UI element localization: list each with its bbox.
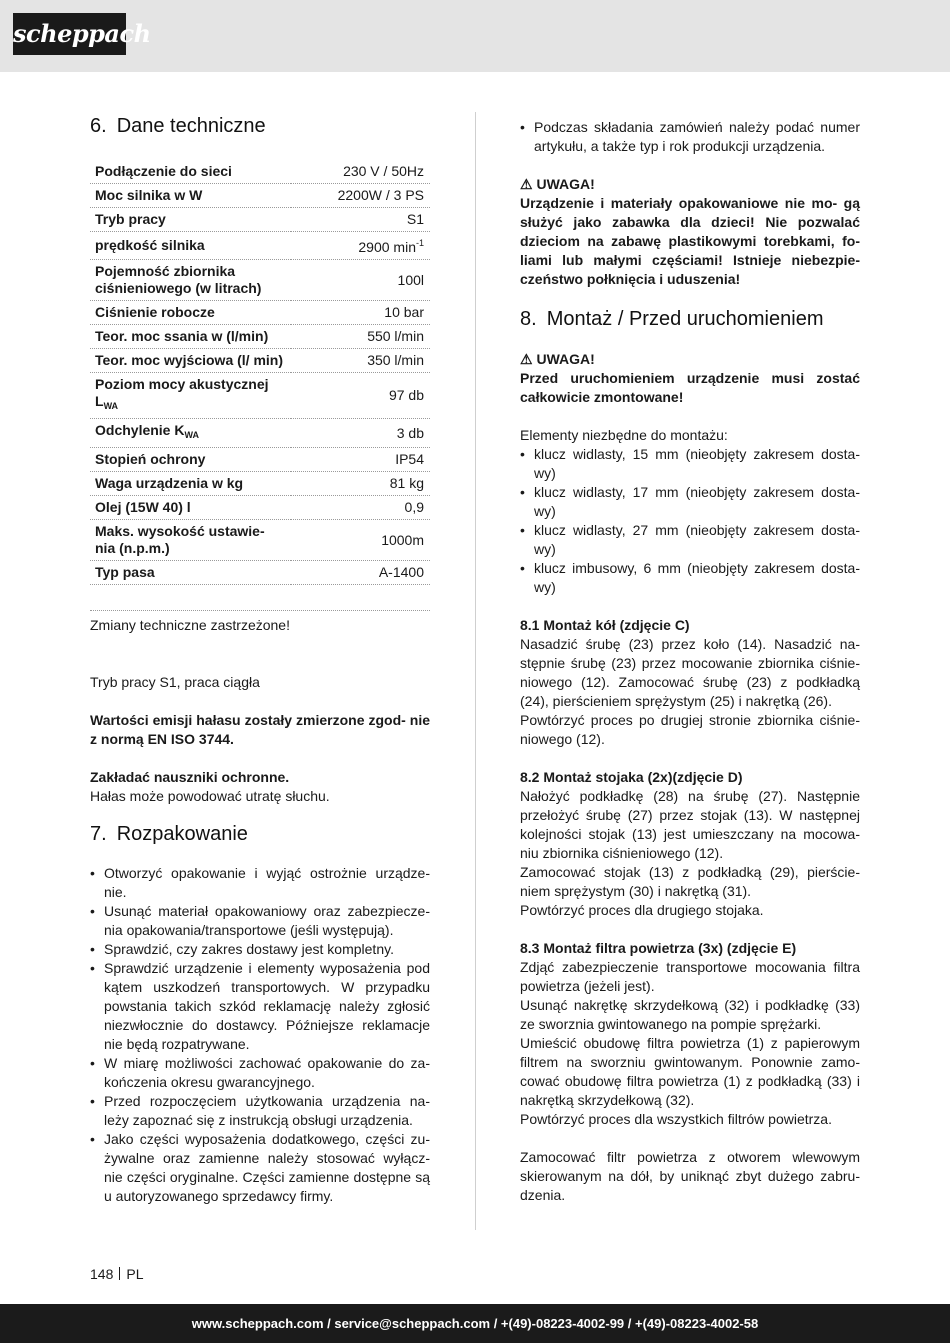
section8-heading <box>520 305 860 333</box>
page-number-value: 148 <box>90 1266 114 1282</box>
spec-value: 1000m <box>291 520 430 561</box>
spec-label: Olej (15W 40) l <box>90 496 291 520</box>
s81-text: Nasadzić śrubę (23) przez koło (14). Nasadzić na- stępnie śrubę (23) przez mocowanie zbiornika ciśnie- niowego (12). Zamocować śrubę (23) z podkładką (24), pierścieniem sprężystym (25) i nakrętką (26). <box>520 636 860 709</box>
spec-label: Ciśnienie robocze <box>90 301 291 325</box>
page-number <box>90 1266 143 1282</box>
section7-title: Rozpakowanie <box>116 823 248 845</box>
spec-label: Stopień ochrony <box>90 448 291 472</box>
table-row <box>90 160 430 184</box>
warning-1-text: Urządzenie i materiały opakowaniowe nie mo- gą służyć jako zabawka dla dzieci! Nie pozwalać dzieciom na zabawę plastikowymi torebkami, fo- liami lub małymi częściami! Istnieje niebezpie- czeństwo połknięcia i uduszenia! <box>520 195 860 287</box>
table-row <box>90 260 430 301</box>
spec-value: IP54 <box>291 448 430 472</box>
table-row <box>90 184 430 208</box>
list-item: • klucz widlasty, 17 mm (nieobjęty zakresem dosta- wy) <box>520 483 860 521</box>
spec-value: 230 V / 50Hz <box>291 160 430 184</box>
s82-text3: Powtórzyć proces dla drugiego stojaka. <box>520 902 764 918</box>
s83-title: 8.3 Montaż filtra powietrza (3x) (zdjęcie E) <box>520 940 797 956</box>
list-item: • Przed rozpoczęciem użytkowania urządzenia na- leży zapoznać się z instrukcją obsługi urządzenia. <box>90 1092 430 1130</box>
s82-text: Nałożyć podkładkę (28) na śrubę (27). Następnie przełożyć śrubę (27) przez stojak (13). W następnej kolejności stojak (13) jest umieszczany na mocowa- niu zbiornika ciśnieniowego (12). <box>520 788 860 861</box>
footer-bar <box>0 1304 950 1343</box>
section8-title: Montaż / Przed uruchomieniem <box>546 308 824 330</box>
spec-value: 100l <box>291 260 430 301</box>
spec-label: Pojemność zbiornika ciśnieniowego (w litrach) <box>90 260 291 301</box>
list-item: • Otworzyć opakowanie i wyjąć ostrożnie urządze- nie. <box>90 864 430 902</box>
table-row <box>90 496 430 520</box>
list-item: • klucz widlasty, 27 mm (nieobjęty zakresem dosta- wy) <box>520 521 860 559</box>
unpacking-list <box>90 864 430 1206</box>
warning-triangle-icon: ⚠ <box>520 351 533 367</box>
section6-heading <box>90 112 430 140</box>
warning-triangle-icon: ⚠ <box>520 176 533 192</box>
spec-label: Tryb pracy <box>90 208 291 232</box>
tech-data-table <box>90 160 430 585</box>
list-item: • klucz imbusowy, 6 mm (nieobjęty zakresem dosta- wy) <box>520 559 860 597</box>
order-info-list <box>520 118 860 156</box>
section6-number: 6. <box>90 115 107 137</box>
brand-logo: scheppach <box>13 13 126 55</box>
spec-label: prędkość silnika <box>90 232 291 260</box>
section6-title: Dane techniczne <box>116 115 266 137</box>
subscript: WA <box>184 430 199 440</box>
header-bar <box>0 0 950 72</box>
s81-title: 8.1 Montaż kół (zdjęcie C) <box>520 617 690 633</box>
s83-text4: Powtórzyć proces dla wszystkich filtrów powietrza. <box>520 1111 832 1127</box>
s83-text5: Zamocować filtr powietrza z otworem wlewowym skierowanym na dół, by uniknąć zbyt dużego zabru- dzenia. <box>520 1149 860 1203</box>
spec-value: 10 bar <box>291 301 430 325</box>
footer-contact: www.scheppach.com / service@scheppach.com / +(49)-08223-4002-99 / +(49)-08223-4002-58 <box>191 1316 759 1331</box>
note-emission: Wartości emisji hałasu zostały zmierzone zgod- nie z normą EN ISO 3744. <box>90 712 430 747</box>
spec-label: Teor. moc ssania w (l/min) <box>90 325 291 349</box>
s81-text2: Powtórzyć proces po drugiej stronie zbiornika ciśnie- niowego (12). <box>520 712 860 747</box>
table-row <box>90 561 430 585</box>
s83-text2: Usunąć nakrętkę skrzydełkową (32) i podkładkę (33) ze sworznia gwintowanego na pompie sprężarki. <box>520 997 860 1032</box>
spec-value: A-1400 <box>291 561 430 585</box>
section7-heading <box>90 820 430 848</box>
warning-2-label <box>520 350 860 369</box>
list-item: • W miarę możliwości zachować opakowanie do za- kończenia okresu gwarancyjnego. <box>90 1054 430 1092</box>
spec-label: Moc silnika w W <box>90 184 291 208</box>
subscript: WA <box>103 401 119 411</box>
list-item: • Podczas składania zamówień należy podać numer artykułu, a także typ i rok produkcji urządzenia. <box>520 118 860 156</box>
warning-label-text: UWAGA! <box>536 176 595 192</box>
left-column <box>90 112 430 1206</box>
table-row <box>90 301 430 325</box>
table-row <box>90 208 430 232</box>
list-item: • Jako części wyposażenia dodatkowego, części zu- żywalne oraz zamienne należy stosować wyłącz- nie części oryginalne. Części zamienne dostępne są u autoryzowanego sprzedawcy firmy. <box>90 1130 430 1206</box>
note-earmuffs: Zakładać nauszniki ochronne. <box>90 769 290 785</box>
s83-text: Zdjąć zabezpieczenie transportowe mocowania filtra powietrza (jeżeli jest). <box>520 959 860 994</box>
table-row <box>90 448 430 472</box>
spec-value: 350 l/min <box>291 349 430 373</box>
note-hearing: Hałas może powodować utratę słuchu. <box>90 788 330 804</box>
spec-label: Poziom mocy akustycznej $L_{WA}$ <box>90 373 291 419</box>
table-row <box>90 520 430 561</box>
table-empty-row <box>90 585 430 611</box>
section7-number: 7. <box>90 823 107 845</box>
spec-label: Teor. moc wyjściowa (l/ min) <box>90 349 291 373</box>
spec-label: Waga urządzenia w kg <box>90 472 291 496</box>
spec-value: 2200W / 3 PS <box>291 184 430 208</box>
spec-value: 2900 $\min^{-1}$ <box>291 232 430 260</box>
list-item: • Sprawdzić urządzenie i elementy wyposażenia pod kątem uszkodzeń transportowych. W przypadku powstania takich szkód reklamację należy zgłosić niezwłocznie do dostawcy. Późniejsze reklamacje nie będą rozpatrywane. <box>90 959 430 1054</box>
superscript: -1 <box>415 238 424 248</box>
list-item: • Usunąć materiał opakowaniowy oraz zabezpiecze- nia opakowania/transportowe (jeśli występują). <box>90 902 430 940</box>
warning-label-text: UWAGA! <box>536 351 595 367</box>
list-item: • klucz widlasty, 15 mm (nieobjęty zakresem dosta- wy) <box>520 445 860 483</box>
table-row <box>90 232 430 260</box>
elements-intro: Elementy niezbędne do montażu: <box>520 427 728 443</box>
spec-value: 550 l/min <box>291 325 430 349</box>
s82-text2: Zamocować stojak (13) z podkładką (29), pierście- niem sprężystym (30) i nakrętką (31). <box>520 864 860 899</box>
section8-number: 8. <box>520 308 537 330</box>
list-item: • Sprawdzić, czy zakres dostawy jest kompletny. <box>90 940 430 959</box>
note-mode: Tryb pracy S1, praca ciągła <box>90 674 260 690</box>
language-code: PL <box>126 1266 144 1282</box>
spec-label: Odchylenie $K_{WA}$ <box>90 419 291 448</box>
page-separator <box>119 1267 120 1280</box>
table-row <box>90 373 430 419</box>
spec-label: Podłączenie do sieci <box>90 160 291 184</box>
spec-value: 81 kg <box>291 472 430 496</box>
warning-2-text: Przed uruchomieniem urządzenie musi zostać całkowicie zmontowane! <box>520 370 860 405</box>
spec-value: 0,9 <box>291 496 430 520</box>
right-column <box>520 118 860 1205</box>
spec-label: Maks. wysokość ustawie- nia (n.p.m.) <box>90 520 291 561</box>
spec-value: S1 <box>291 208 430 232</box>
s82-title: 8.2 Montaż stojaka (2x)(zdjęcie D) <box>520 769 743 785</box>
s83-text3: Umieścić obudowę filtra powietrza (1) z papierowym filtrem na sworzniu gwintowanym. Ponownie zamo- cować obudowę filtra powietrza (1) z podkładką (33) i nakrętką skrzydełkową (32). <box>520 1035 860 1108</box>
column-divider <box>475 112 476 1230</box>
table-row <box>90 325 430 349</box>
tools-list <box>520 445 860 597</box>
note-changes: Zmiany techniczne zastrzeżone! <box>90 617 290 633</box>
warning-1-label <box>520 175 860 194</box>
table-row <box>90 419 430 448</box>
spec-value: 97 db <box>291 373 430 419</box>
table-row <box>90 472 430 496</box>
table-row <box>90 349 430 373</box>
spec-label: Typ pasa <box>90 561 291 585</box>
spec-value: 3 db <box>291 419 430 448</box>
